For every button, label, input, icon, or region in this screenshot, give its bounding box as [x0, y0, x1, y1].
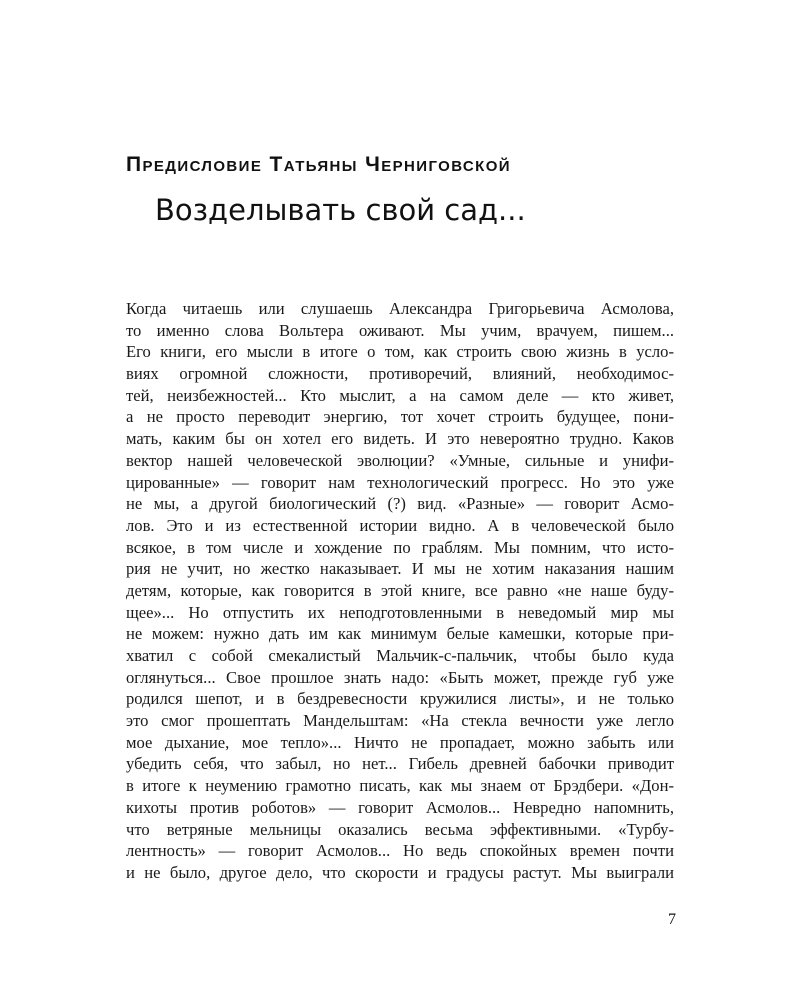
text-line: Когда читаешь или слушаешь Александра Григорьевича Асмолова, [126, 299, 674, 318]
text-line: цированные» — говорит нам технологический прогресс. Но это уже [126, 472, 674, 492]
text-line: что ветряные мельницы оказались весьма эффективными. «Турбу- [126, 819, 674, 839]
text-line: виях огромной сложности, противоречий, влияний, необходимос- [126, 364, 674, 384]
body-text [126, 298, 674, 884]
text-line: не можем: нужно дать им как минимум белые камешки, которые при- [126, 624, 674, 644]
text-line: рия не учит, но жестко наказывает. И мы не хотим наказания нашим [126, 559, 674, 579]
text-line: лентность» — говорит Асмолов... Но ведь спокойных времен почти [126, 841, 674, 861]
text-line: то именно слова Вольтера оживают. Мы учим, врачуем, пишем... [126, 320, 674, 340]
text-line: щее»... Но отпустить их неподготовленными в неведомый мир мы [126, 602, 674, 622]
text-line: не мы, а другой биологический (?) вид. «Разные» — говорит Асмо- [126, 494, 674, 514]
text-line: оглянуться... Свое прошлое знать надо: «Быть может, прежде губ уже [126, 667, 674, 687]
text-line: убедить себя, что забыл, но нет... Гибель древней бабочки приводит [126, 754, 674, 774]
text-line: лов. Это и из естественной истории видно. А в человеческой было [126, 515, 674, 535]
text-line: детям, которые, как говорится в этой книге, все равно «не наше буду- [126, 580, 674, 600]
chapter-label: Предисловие Татьяны Черниговской [126, 153, 511, 176]
text-line: и не было, другое дело, что скорости и градусы растут. Мы выиграли [126, 862, 674, 882]
text-line: кихоты против роботов» — говорит Асмолов... Невредно напомнить, [126, 797, 674, 817]
text-line: тей, неизбежностей... Кто мыслит, а на самом деле — кто живет, [126, 385, 674, 405]
text-line: мать, каким бы он хотел его видеть. И это невероятно трудно. Каков [126, 429, 674, 449]
text-line: всякое, в том числе и хождение по граблям. Мы помним, что исто- [126, 537, 674, 557]
text-line: родился шепот, и в бездревесности кружилися листы», и не только [126, 689, 674, 709]
text-line: это смог прошептать Мандельштам: «На стекла вечности уже легло [126, 711, 674, 731]
text-line: Его книги, его мысли в итоге о том, как строить свою жизнь в усло- [126, 342, 674, 362]
page-number: 7 [668, 911, 676, 928]
text-line: мое дыхание, мое тепло»... Ничто не пропадает, можно забыть или [126, 732, 674, 752]
text-line: а не просто переводит энергию, тот хочет строить будущее, пони- [126, 407, 674, 427]
text-line: вектор нашей человеческой эволюции? «Умные, сильные и унифи- [126, 450, 674, 470]
chapter-title: Возделывать свой сад... [155, 193, 526, 227]
text-line: в итоге к неумению грамотно писать, как мы знаем от Брэдбери. «Дон- [126, 776, 674, 796]
text-line: хватил с собой смекалистый Мальчик-с-пальчик, чтобы было куда [126, 646, 674, 665]
